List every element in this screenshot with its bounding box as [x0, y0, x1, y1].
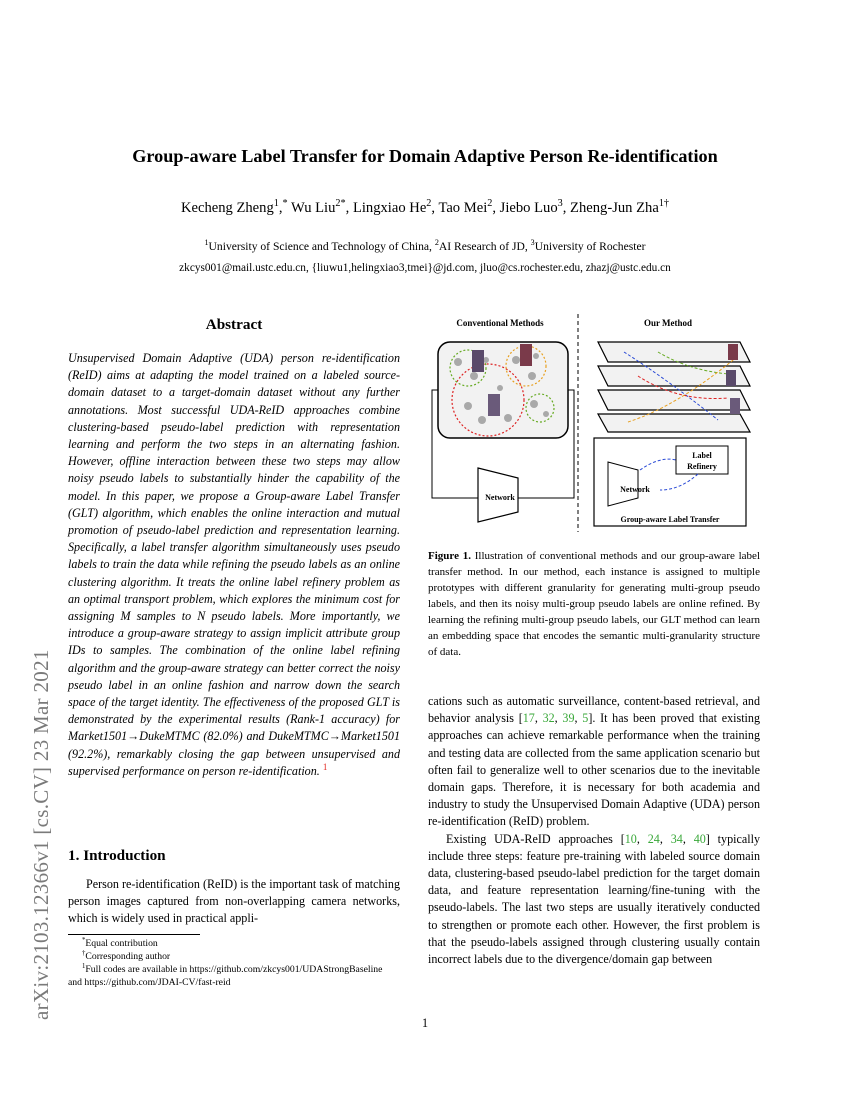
citation: 39	[562, 711, 575, 726]
person-thumb-1	[472, 350, 484, 372]
citation: 5	[582, 711, 589, 726]
figure-1-diagram	[428, 310, 760, 532]
page-number: 1	[421, 1016, 429, 1030]
footnote-rule	[68, 934, 200, 935]
glt-label: Group-aware Label Transfer	[620, 515, 720, 524]
glt-network	[608, 462, 638, 506]
label-refinery-text-1: Label	[692, 451, 712, 460]
affiliations: $^1$University of Science and Technology of China, $^2$AI Research of JD, $^3$University of Rochester	[204, 238, 646, 253]
figure-1	[428, 310, 760, 532]
figure-caption: Figure 1. Illustration of conventional methods and our group-aware label transfer method. In our method, each instance is assigned to multiple prototypes with different granularity for generating multi-group pseudo labels, and then its noisy multi-group pseudo labels are online refined. By learning the refining multi-group pseudo labels, our GLT method can learn an embedding space that encodes the semantic multi-granularity structure of data.	[428, 550, 760, 658]
footnotes	[68, 937, 448, 989]
abstract-heading: Abstract	[205, 316, 263, 333]
intro-paragraph: Person re-identification (ReID) is the important task of matching person images captured from non-overlapping camera networks, which is widely used in practical appli-	[68, 877, 400, 926]
arrow-to-refinery	[640, 459, 676, 470]
conventional-feature-space	[438, 342, 568, 438]
paper-title: Group-aware Label Transfer for Domain Adaptive Person Re-identification	[132, 146, 718, 166]
footnote-code-cont: and https://github.com/JDAI-CV/fast-reid	[68, 977, 231, 989]
abstract-text: Unsupervised Domain Adaptive (UDA) person re-identification (ReID) aims at adapting the model trained on a labeled source-domain dataset to a target-domain dataset without any further annotations. Most successful UDA-ReID approaches combine clustering-based pseudo-label prediction with representation learning and perform the two steps in an alternating fashion. However, offline interaction between these two steps may allow noisy pseudo labels to substantially hinder the capability of the model. In this paper, we propose a Group-aware Label Transfer (GLT) algorithm, which enables the online interaction and mutual promotion of pseudo-label prediction and representation learning. Specifically, a label transfer algorithm simultaneously uses pseudo labels to train the data while refining the pseudo labels as an online clustering algorithm. It treats the online label refinery problem as an optimal transport problem, which explores the minimum cost for assigning M samples to N pseudo labels. More importantly, we introduce a group-aware strategy to assign implicit attribute group IDs to samples. The combination of the online label refining algorithm and the group-aware strategy can better correct the noisy pseudo label in an online fashion and narrow down the search space of the target identity. The effectiveness of the proposed GLT is demonstrated by the experimental results (Rank-1 accuracy) for Market1501→DukeMTMC (82.0%) and DukeMTMC→Market1501 (92.2%), remarkably closing the gap between unsupervised and supervised performance on person re-identification. $^1$	[68, 351, 400, 778]
paragraph: cations such as automatic surveillance, content-based retrieval, and behavior analysis [17, 32, 39, 5]. It has been proved that existing approaches can achieve remarkable performance when the training and testing data are collected from the same application scenario but often fail to generalize well to other scenarios due to the inevitable domain gaps. Therefore, it is necessary for both academia and industry to study the Unsupervised Domain Adaptive (UDA) person re-identification (ReID) problem.	[428, 694, 761, 829]
footnote-ref: 1	[322, 761, 328, 772]
citation: 10	[624, 831, 637, 846]
stacked-feature-planes	[598, 342, 750, 432]
person-thumb-3	[488, 394, 500, 416]
footnote-equal: *Equal contribution	[82, 936, 158, 949]
citation: 17	[522, 711, 535, 726]
citation: 40	[693, 831, 706, 846]
label-refinery-text-2: Refinery	[687, 462, 717, 471]
glt-network-label: Network	[620, 485, 650, 494]
footnote-code: $^1$Full codes are available in https://github.com/zkcys001/UDAStrongBaseline	[82, 962, 383, 976]
author-list: Kecheng Zheng$^1$,* Wu Liu$^{2*}$, Lingxiao He$^2$, Tao Mei$^2$, Jiebo Luo$^3$, Zheng-Jun Zha$^{1\dagger}$	[180, 198, 670, 216]
citation: 34	[670, 831, 683, 846]
author-emails: zkcys001@mail.ustc.edu.cn, {liuwu1,helingxiao3,tmei}@jd.com, jluo@cs.rochester.edu, zhazj@ustc.edu.cn	[179, 262, 671, 274]
network-label: Network	[485, 493, 515, 502]
our-method-label: Our Method	[643, 318, 693, 328]
citation: 32	[542, 711, 555, 726]
person-thumb-2	[520, 344, 532, 366]
person-thumb-6	[730, 398, 740, 414]
person-thumb-4	[728, 344, 738, 360]
arxiv-watermark: arXiv:2103.12366v1 [cs.CV] 23 Mar 2021	[29, 649, 53, 1020]
paragraph: Existing UDA-ReID approaches [10, 24, 34, 40] typically include three steps: feature pre-training with labeled source domain data, clustering-based pseudo-label prediction for the target domain data, and feature representation learning/fine-tuning with the pseudo-labels. The last two steps are usually iteratively conducted to strengthen or promote each other. However, the first problem is that the pseudo-labels assigned through clustering usually contain incorrect labels due to the divergence/domain gap between	[428, 831, 761, 967]
citation: 24	[647, 831, 660, 846]
conventional-methods-label: Conventional Methods	[456, 318, 544, 328]
person-thumb-5	[726, 370, 736, 386]
section-heading: 1. Introduction	[68, 847, 166, 864]
right-column-text	[428, 693, 760, 968]
footnote-corresponding: †Corresponding author	[82, 949, 171, 963]
arrow-from-refinery	[660, 474, 698, 490]
